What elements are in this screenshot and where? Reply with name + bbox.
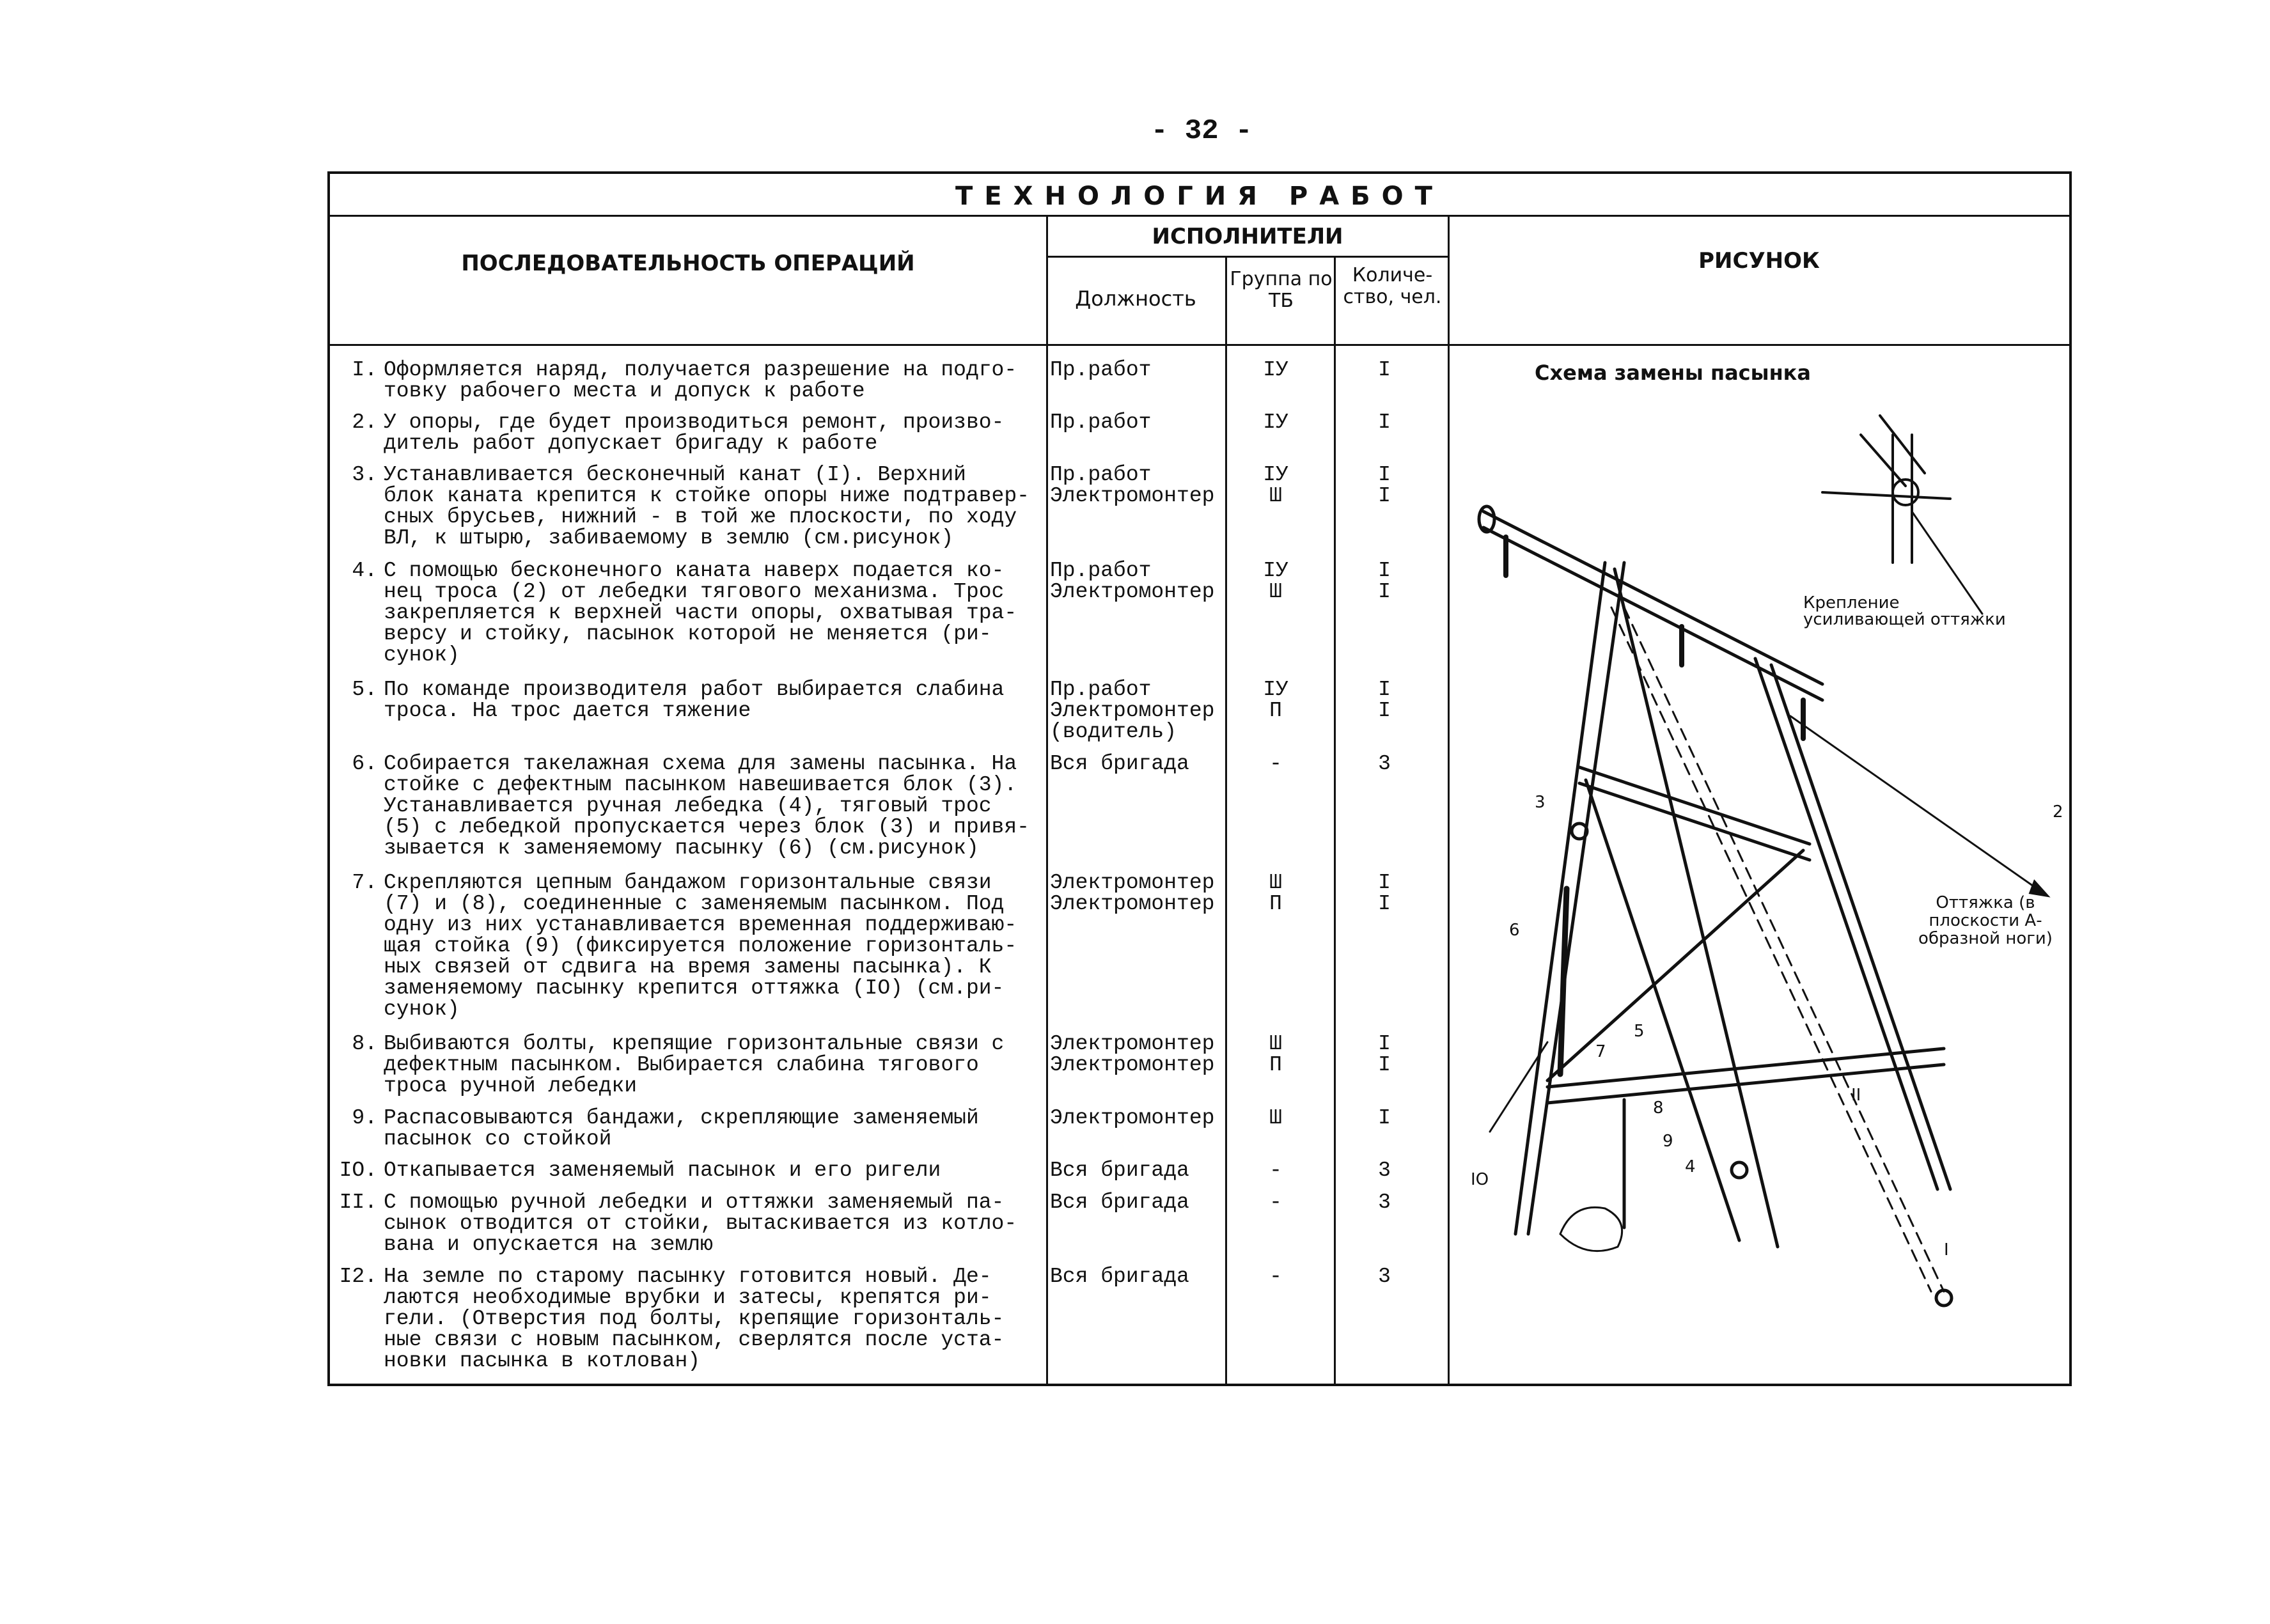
guy-label: Оттяжка (в плоскости А-образной ноги): [1918, 893, 2053, 948]
pole-leg: [1615, 569, 1778, 1247]
performer-position: Вся бригада: [1050, 1191, 1189, 1214]
performer-position: Пр.работ Электромонтер (водитель): [1050, 678, 1215, 744]
replaced-stub: [1560, 889, 1567, 1074]
performer-position: Электромонтер: [1050, 1106, 1215, 1130]
part-label: IO: [1471, 1170, 1489, 1189]
op-text: У опоры, где будет производиться ремонт, произво- дитель работ допускает бригаду к работе: [384, 410, 1005, 455]
brace: [1547, 1065, 1944, 1103]
part-label: 5: [1634, 1022, 1645, 1041]
performer-group: Ш П: [1269, 871, 1282, 916]
performer-group: IУ П: [1263, 678, 1288, 722]
endless-rope: [1624, 607, 1944, 1292]
crossarm: [1483, 527, 1822, 700]
part-label: 8: [1653, 1098, 1664, 1118]
op-text: С помощью ручной лебедки и оттяжки заменяемый па- сынок отводится от стойки, вытаскивается из котло- вана и опускается на землю: [384, 1191, 1017, 1256]
detail-label: Крепление усиливающей оттяжки: [1803, 593, 2006, 629]
op-text: Откапывается заменяемый пасынок и его ригели: [384, 1159, 941, 1182]
header-figure: РИСУНОК: [1698, 248, 1820, 274]
performer-position: Пр.работ: [1050, 358, 1152, 382]
part-label: II: [1851, 1086, 1861, 1105]
op-number: 7.: [352, 871, 377, 894]
op-number: 3.: [352, 463, 377, 487]
part-label: 4: [1685, 1157, 1696, 1176]
performer-count: I: [1378, 358, 1391, 382]
performer-count: I I: [1378, 559, 1391, 604]
performer-position: Вся бригада: [1050, 1265, 1189, 1288]
performer-count: 3: [1378, 1191, 1391, 1214]
op-text: Скрепляются цепным бандажом горизонтальные связи (7) и (8), соединенные с заменяемым пасынком. Под одну из них устанавливается временная поддерживаю- щая стойка (9) (фиксируется положение горизонталь- ных связей от сдвига на время замены пасынка). К заменяемому пасынку крепится оттяжка (IO) (см.ри- сунок): [384, 871, 1017, 1021]
performer-position: Электромонтер Электромонтер: [1050, 871, 1215, 916]
op-text: Собирается такелажная схема для замены пасынка. На стойке с дефектным пасынком навешивается блок (3). Устанавливается ручная лебедка (4), тяговый трос (5) с лебедкой пропускается через блок (3) и привя- зывается к заменяемому пасынку (6) (см.рисунок): [384, 752, 1029, 860]
op-number: 8.: [352, 1032, 377, 1056]
performer-position: Пр.работ Электромонтер: [1050, 463, 1215, 508]
hand-winch-icon: [1732, 1162, 1747, 1178]
performer-count: I I: [1378, 871, 1391, 916]
performer-position: Вся бригада: [1050, 1159, 1189, 1182]
part-label: 3: [1535, 793, 1546, 812]
op-number: IO.: [339, 1159, 377, 1182]
header-group: Группа по ТБ: [1230, 268, 1333, 312]
header-operations: ПОСЛЕДОВАТЕЛЬНОСТЬ ОПЕРАЦИЙ: [461, 251, 915, 276]
crossarm: [1483, 511, 1822, 684]
performer-group: -: [1269, 1191, 1282, 1214]
op-text: Выбиваются болты, крепящие горизонтальные связи с дефектным пасынком. Выбирается слабина тягового троса ручной лебедки: [384, 1032, 1005, 1098]
op-text: На земле по старому пасынку готовится новый. Де- лаются необходимые врубки и затесы, крепятся ри- гели. (Отверстия под болты, крепящие горизонталь- ные связи с новым пасынком, сверлятся после уста- новки пасынка в котлован): [384, 1265, 1005, 1373]
performer-count: 3: [1378, 752, 1391, 776]
rock: [1560, 1207, 1622, 1251]
page-number: - 32 -: [1151, 115, 1253, 147]
op-text: По команде производителя работ выбирается слабина троса. На трос дается тяжение: [384, 678, 1005, 722]
op-text: Оформляется наряд, получается разрешение на подго- товку рабочего места и допуск к работе: [384, 358, 1017, 403]
performer-position: Пр.работ: [1050, 410, 1152, 434]
pole-leg: [1515, 563, 1605, 1234]
op-text: Распасовываются бандажи, скрепляющие заменяемый пасынок со стойкой: [384, 1106, 979, 1151]
insulator-icon: [1506, 537, 1803, 738]
performer-group: IУ: [1263, 410, 1288, 434]
performer-group: IУ Ш: [1263, 559, 1288, 604]
brace: [1579, 783, 1810, 860]
part-label: 9: [1663, 1132, 1673, 1151]
op-number: 5.: [352, 678, 377, 701]
part-label: 2: [2053, 802, 2063, 822]
performer-position: Электромонтер Электромонтер: [1050, 1032, 1215, 1077]
op-number: 6.: [352, 752, 377, 776]
performer-count: I I: [1378, 1032, 1391, 1077]
op-text: Устанавливается бесконечный канат (I). Верхний блок каната крепится к стойке опоры ниже подтравер- сных брусьев, нижний - в той же плоскости, по ходу ВЛ, к штырю, забиваемому в землю (см.рисунок): [384, 463, 1029, 550]
op-number: 4.: [352, 559, 377, 582]
op-number: 2.: [352, 410, 377, 434]
performer-count: 3: [1378, 1159, 1391, 1182]
performer-count: I I: [1378, 678, 1391, 722]
performer-position: Пр.работ Электромонтер: [1050, 559, 1215, 604]
performer-count: 3: [1378, 1265, 1391, 1288]
performer-group: Ш П: [1269, 1032, 1282, 1077]
brace: [1547, 1049, 1944, 1087]
brace: [1586, 780, 1739, 1240]
header-performers: ИСПОЛНИТЕЛИ: [1152, 224, 1343, 249]
part-label: 6: [1509, 921, 1520, 940]
performer-group: IУ: [1263, 358, 1288, 382]
performer-count: I I: [1378, 463, 1391, 508]
performer-group: -: [1269, 752, 1282, 776]
performer-group: -: [1269, 1265, 1282, 1288]
pole-leg: [1528, 563, 1624, 1234]
header-count: Количе-ство, чел.: [1343, 264, 1442, 308]
performer-group: Ш: [1269, 1106, 1282, 1130]
op-number: I2.: [339, 1265, 377, 1288]
part-label: I: [1944, 1240, 1949, 1260]
performer-position: Вся бригада: [1050, 752, 1189, 776]
header-position: Должность: [1075, 286, 1196, 311]
detail-inset: [1822, 416, 1982, 614]
performer-count: I: [1378, 410, 1391, 434]
performer-group: -: [1269, 1159, 1282, 1182]
part-label: 7: [1595, 1042, 1606, 1061]
performer-count: I: [1378, 1106, 1391, 1130]
op-number: I.: [352, 358, 377, 382]
brace: [1579, 767, 1810, 844]
guy-wire: [1490, 1042, 1547, 1132]
op-number: 9.: [352, 1106, 377, 1130]
op-number: II.: [339, 1191, 377, 1214]
anchor-stake-icon: [1936, 1290, 1952, 1306]
op-text: С помощью бесконечного каната наверх подается ко- нец троса (2) от лебедки тягового механизма. Трос закрепляется к верхней части опоры, охватывая тра- версу и стойку, пасынок которой не меняется (ри- сунок): [384, 559, 1017, 667]
figure-title: Схема замены пасынка: [1535, 361, 1811, 385]
performer-group: IУ Ш: [1263, 463, 1288, 508]
table-title: ТЕХНОЛОГИЯ РАБОТ: [955, 182, 1444, 211]
